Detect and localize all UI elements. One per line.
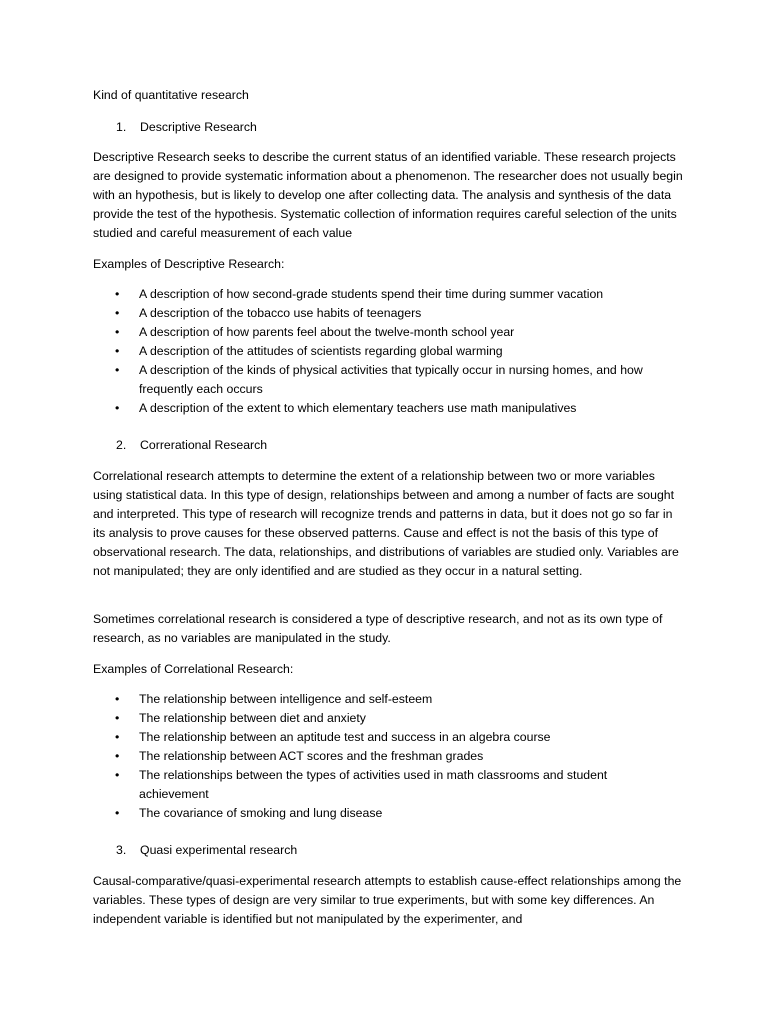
bullet-icon: • bbox=[115, 768, 120, 782]
list-item: A description of the kinds of physical activities that typically occur in nursing homes, and how frequently each occurs bbox=[139, 363, 643, 396]
list-item: The relationship between diet and anxiety bbox=[139, 711, 366, 725]
bullet-icon: • bbox=[115, 306, 120, 320]
list-item: A description of the attitudes of scientists regarding global warming bbox=[139, 344, 503, 358]
section-1-number: 1. bbox=[116, 120, 127, 134]
section-2-paragraph-2: Sometimes correlational research is considered a type of descriptive research, and not as its own type of research, as no variables are manipulated in the study. bbox=[93, 612, 663, 645]
section-3-heading: Quasi experimental research bbox=[140, 843, 298, 857]
bullet-icon: • bbox=[115, 325, 120, 339]
list-item: A description of the extent to which elementary teachers use math manipulatives bbox=[139, 401, 577, 415]
bullet-icon: • bbox=[115, 401, 120, 415]
bullet-icon: • bbox=[115, 749, 120, 763]
list-item: A description of how second-grade students spend their time during summer vacation bbox=[139, 287, 604, 301]
section-2-paragraph: Correlational research attempts to determine the extent of a relationship between two or more variables using statistical data. In this type of design, relationships between and among a number of facts are sought and interpreted. This type of research will recognize trends and patterns in data, but it does not go so far in its analysis to prove causes for these observed patterns. Cause and effect is not the basis of this type of observational research. The data, relationships, and distributions of variables are studied only. Variables are not manipulated; they are only identified and are studied as they occur in a natural setting. bbox=[93, 469, 679, 578]
bullet-icon: • bbox=[115, 711, 120, 725]
bullet-icon: • bbox=[115, 806, 120, 820]
section-1-paragraph: Descriptive Research seeks to describe the current status of an identified variable. These research projects are designed to provide systematic information about a phenomenon. The researcher does not usually begin with an hypothesis, but is likely to develop one after collecting data. The analysis and synthesis of the data provide the test of the hypothesis. Systematic collection of information requires careful selection of the units studied and careful measurement of each value bbox=[93, 150, 683, 240]
list-item: The relationships between the types of activities used in math classrooms and student achievement bbox=[139, 768, 608, 801]
list-item: The covariance of smoking and lung disease bbox=[139, 806, 383, 820]
bullet-icon: • bbox=[115, 344, 120, 358]
section-1-heading: Descriptive Research bbox=[140, 120, 257, 134]
section-3-paragraph: Causal-comparative/quasi-experimental research attempts to establish cause-effect relationships among the variables. These types of design are very similar to true experiments, but with some key differences. An independent variable is identified but not manipulated by the experimenter, and bbox=[93, 874, 682, 926]
section-2-heading: Correrational Research bbox=[140, 438, 268, 452]
section-2-examples-heading: Examples of Correlational Research: bbox=[93, 662, 294, 676]
bullet-icon: • bbox=[115, 363, 120, 377]
section-3-number: 3. bbox=[116, 843, 127, 857]
bullet-icon: • bbox=[115, 730, 120, 744]
document-title: Kind of quantitative research bbox=[93, 88, 249, 102]
section-2-number: 2. bbox=[116, 438, 127, 452]
bullet-icon: • bbox=[115, 287, 120, 301]
list-item: A description of how parents feel about the twelve-month school year bbox=[139, 325, 515, 339]
section-1-examples-heading: Examples of Descriptive Research: bbox=[93, 257, 285, 271]
list-item: The relationship between an aptitude test and success in an algebra course bbox=[139, 730, 551, 744]
list-item: The relationship between ACT scores and the freshman grades bbox=[139, 749, 484, 763]
bullet-icon: • bbox=[115, 692, 120, 706]
list-item: The relationship between intelligence and self-esteem bbox=[139, 692, 433, 706]
list-item: A description of the tobacco use habits of teenagers bbox=[139, 306, 422, 320]
